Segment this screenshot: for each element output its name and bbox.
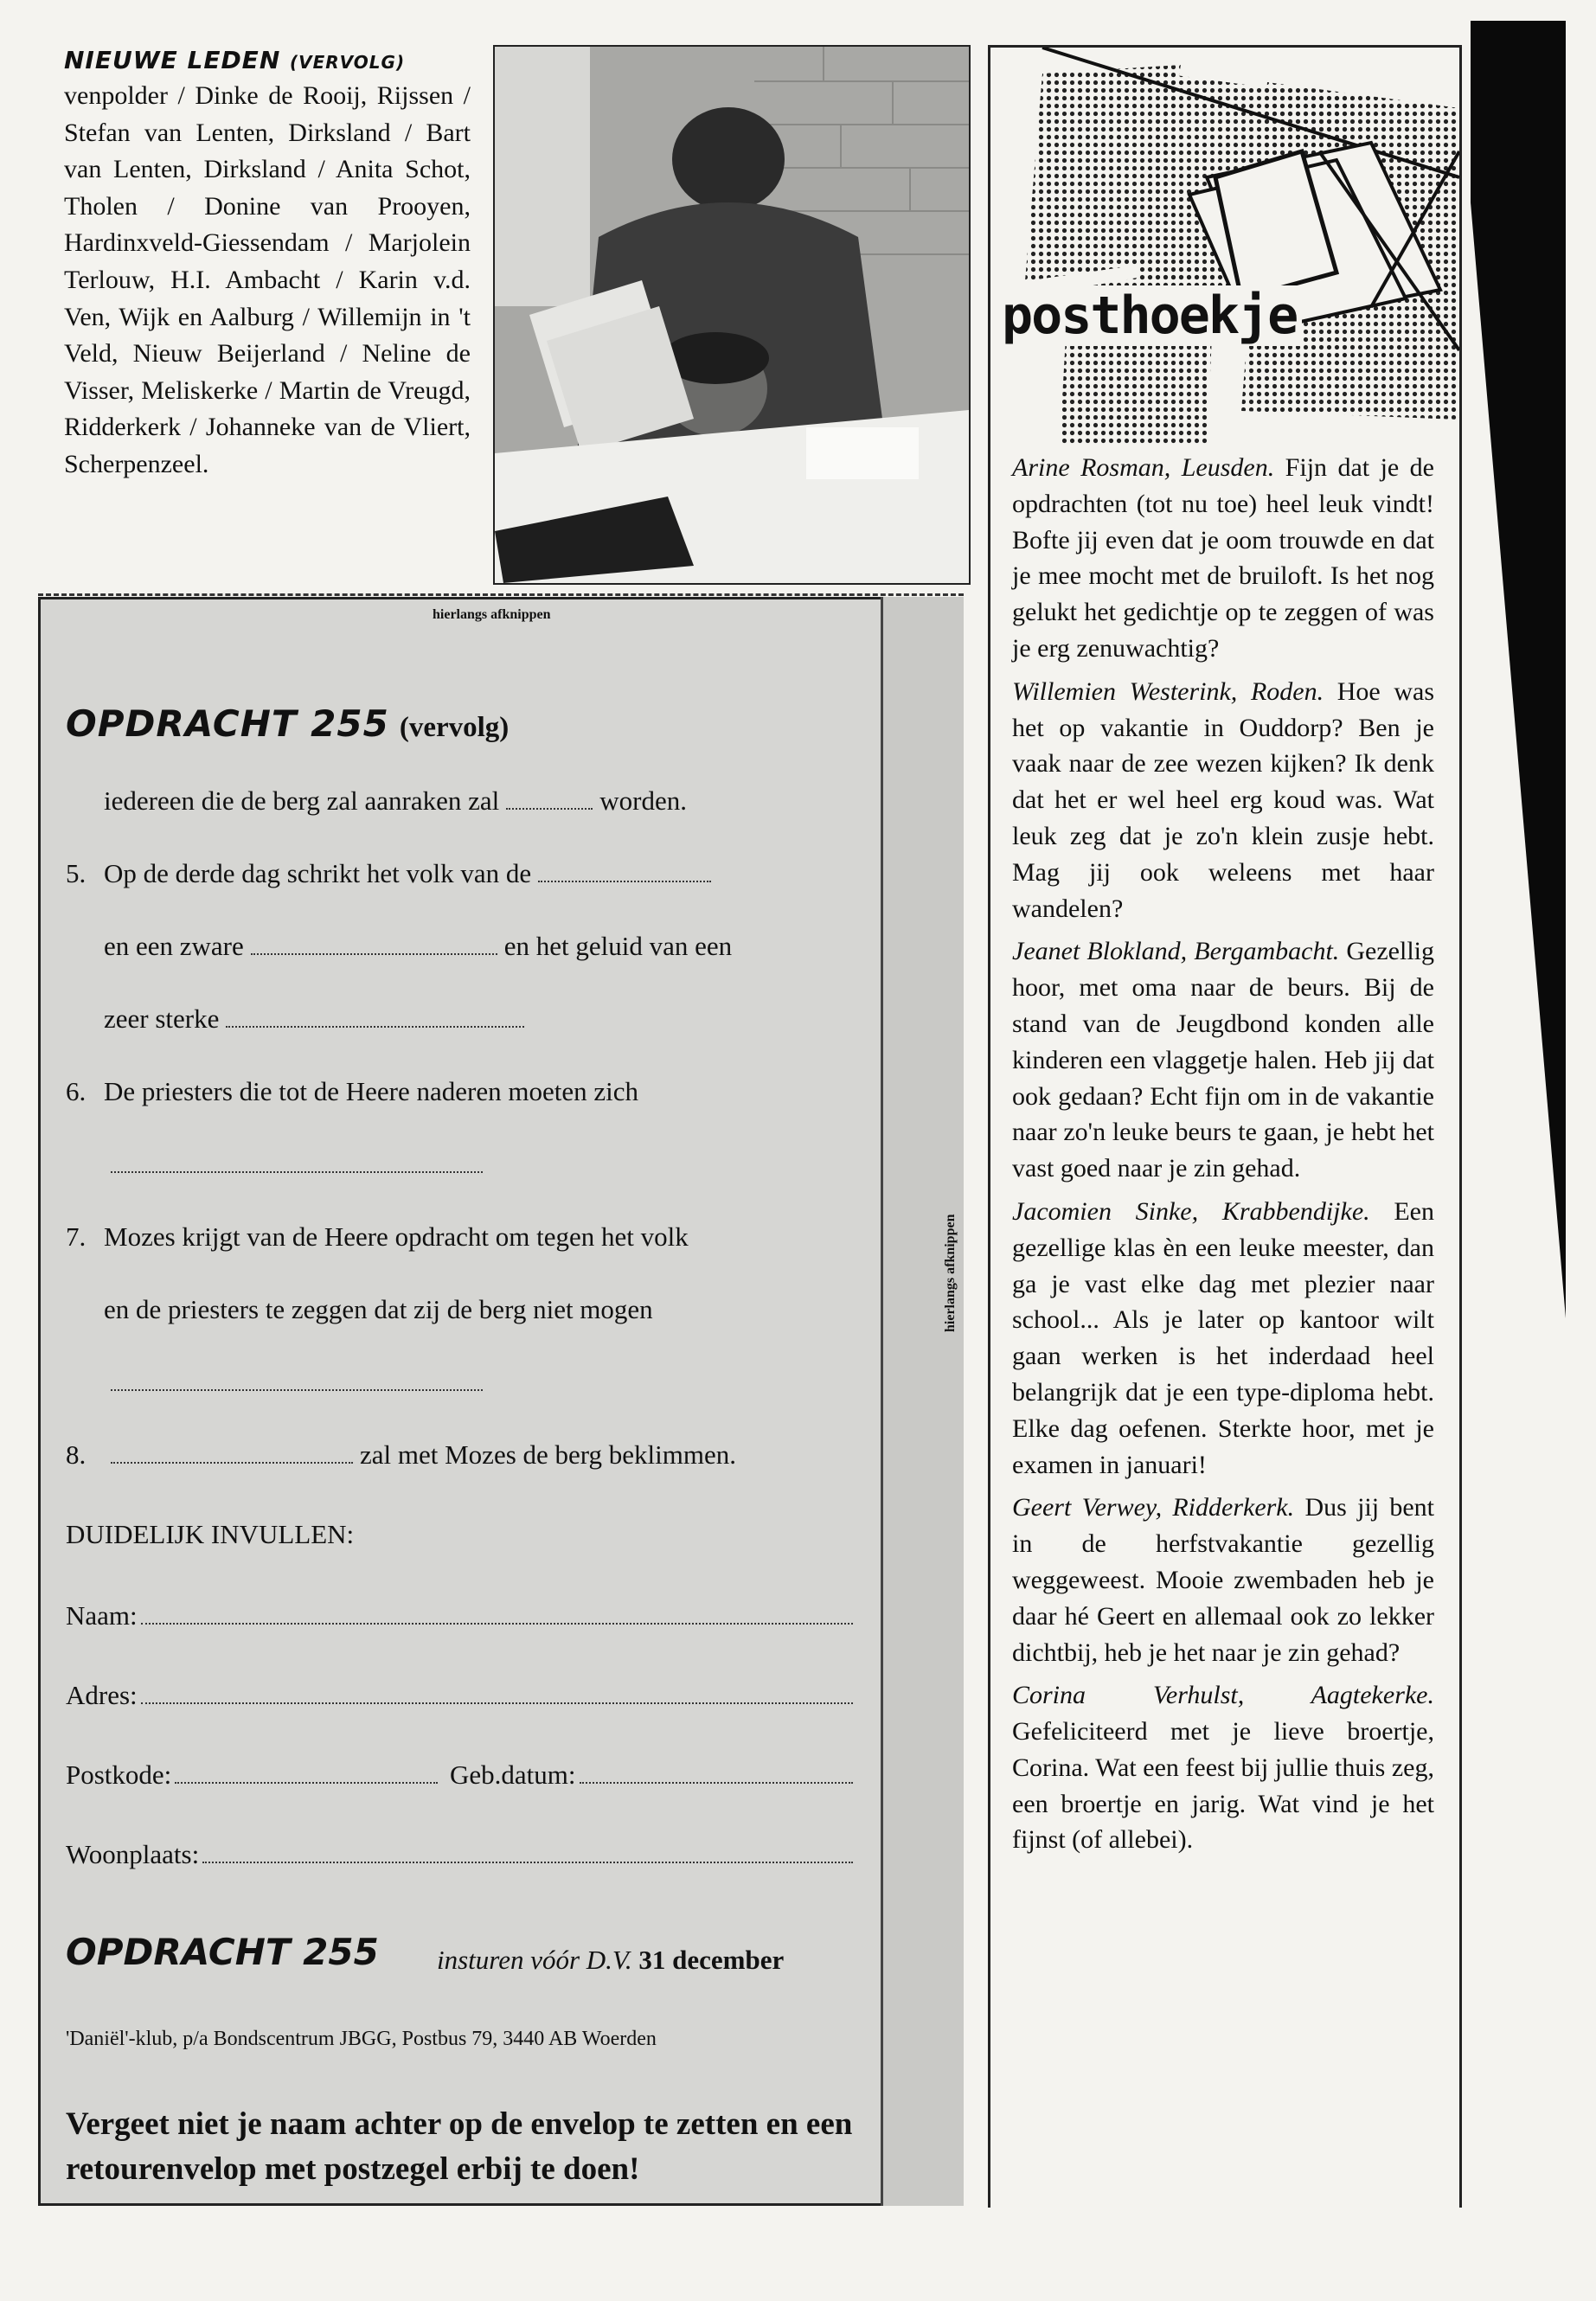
question-5-line-1: Op de derde dag schrikt het volk van de [104,858,718,889]
question-6-line-1: De priesters die tot de Heere naderen moeten zich [104,1076,638,1106]
question-6-answer-line [104,1149,490,1180]
birthdate-field-label: Geb.datum: [450,1759,576,1790]
deadline: insturen vóór D.V. 31 december [437,1945,785,1975]
name-field[interactable] [66,1600,853,1631]
posthoekje-title: posthoekje [997,285,1302,346]
photo-children-at-table [493,45,971,585]
letters-list [1012,450,1434,1865]
task-heading: OPDRACHT 255 (vervolg) [66,702,510,745]
letter-item: Arine Rosman, Leusden. Fijn dat je de opdrachten (tot nu toe) heel leuk vindt! Bofte jij even dat je oom trouwde en dat je mee mocht met de bruiloft. Is het nog gelukt het gedichtje op te zeggen of was je erg zenuwachtig? [1012,453,1434,663]
postcode-field-label: Postkode: [66,1759,172,1790]
question-7-line-2: en de priesters te zeggen dat zij de berg niet mogen [104,1294,653,1324]
letter-item: Jeanet Blokland, Bergambacht. Gezellig hoor, met oma naar de beurs. Bij de stand van de Jeugdbond konden alle kinderen een vlaggetje halen. Heb jij dat ook gedaan? Echt fijn om in de vakantie naar zo'n leuke beurs te gaan, je hebt het vast goed naar je zin gehad. [1012,937,1435,1183]
address-field-label: Adres: [66,1680,138,1710]
city-field-label: Woonplaats: [66,1839,200,1869]
mailing-address: 'Daniël'-klub, p/a Bondscentrum JBGG, Postbus 79, 3440 AB Woerden [66,2028,657,2050]
posthoekje-envelopes-illustration [990,48,1459,445]
cut-line-horizontal [38,593,964,596]
question-4-line: iedereen die de berg zal aanraken zal worden. [104,785,687,816]
letter-item: Jacomien Sinke, Krabbendijke. Een gezellige klas èn een leuke meester, dan ga je vast elke dag met plezier naar school... Als je later op kantoor wilt gaan werken is het inderdaad heel belangrijk dat je een type-diploma hebt. Elke dag oefenen. Sterkte hoor, met je examen in januari! [1012,1196,1434,1479]
letter-item: Corina Verhulst, Aagtekerke. Gefeliciteerd met je lieve broertje, Corina. Wat een feest bij jullie thuis zeg, een broertje en jarig. Wat vind je het fijnst (of allebei). [1012,1681,1434,1855]
question-8-line: zal met Mozes de berg beklimmen. [104,1439,736,1471]
question-5-line-2: en een zware en het geluid van een [104,931,733,961]
new-members-section [64,45,471,484]
cut-label-top: hierlangs afknippen [433,607,551,622]
birthdate-field[interactable] [450,1759,853,1791]
new-members-title: NIEUWE LEDEN (VERVOLG) [64,46,406,74]
cut-strip [881,597,964,2206]
name-field-label: Naam: [66,1600,138,1631]
fill-instruction: DUIDELIJK INVULLEN: [66,1519,355,1549]
footer-task-heading: OPDRACHT 255 [66,1931,379,1973]
question-7-answer-line [104,1367,490,1398]
address-field[interactable] [66,1680,853,1711]
question-5-number: 5. [66,858,87,888]
new-members-text: venpolder / Dinke de Rooij, Rijssen / Stefan van Lenten, Dirksland / Bart van Lenten, Dirksland / Anita Schot, Tholen / Donine van Prooyen, Hardinxveld-Giessendam / Marjolein Terlouw, H.I. Ambacht / Karin v.d. Ven, Wijk en Aalburg / Willemijn in 't Veld, Nieuw Beijerland / Neline de Visser, Meliskerke / Martin de Vreugd, Ridderkerk / Johanneke van de Vliert, Scherpenzeel. [64,81,471,478]
question-7-line-1: Mozes krijgt van de Heere opdracht om tegen het volk [104,1221,689,1252]
city-field[interactable] [66,1839,853,1870]
question-7-number: 7. [66,1221,87,1252]
postcode-field[interactable] [66,1759,438,1791]
letter-item: Geert Verwey, Ridderkerk. Dus jij bent in de herfstvakantie gezellig weggeweest. Mooie zwembaden heb je daar hé Geert en allemaal ook zo lekker dichtbij, heb je het naar je zin gehad? [1012,1493,1435,1667]
cut-label-side: hierlangs afknippen [943,1214,958,1332]
question-8-number: 8. [66,1439,87,1470]
envelope-notice: Vergeet niet je naam achter op de envelop te zetten en een retourenvelop met postzegel erbij te doen! [66,2106,853,2187]
letter-item: Willemien Westerink, Roden. Hoe was het op vakantie in Ouddorp? Ben je vaak naar de zee wezen kijken? Ik denk dat het er wel heel erg koud was. Wat leuk zeg dat je zo'n klein zusje hebt. Mag jij ook weleens met haar wandelen? [1012,676,1435,923]
question-5-line-3: zeer sterke [104,1003,531,1035]
question-6-number: 6. [66,1076,87,1106]
black-page-edge [1471,21,1566,1318]
